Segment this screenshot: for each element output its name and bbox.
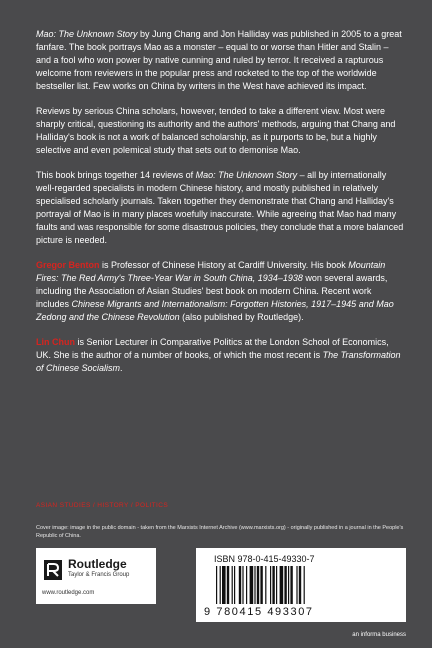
book-title: The Transformation of Chinese Socialism xyxy=(36,350,401,373)
intro-text: by Jung Chang and Jon Halliday was published in 2005 to a great fanfare. The book portrays Mao as a monster – equal to or worse than Hitler and Stalin – and a fool who won power by native cunning and ruled by terror. It received a rapturous welcome from reviewers in the popular press and rocketed to the top of the worldwide bestseller list. Few works on China by writers in the West have achieved its impact. xyxy=(36,29,402,91)
summary-text-b: – all by internationally well-regarded specialists in modern Chinese history, and mostly published in relatively specialised scholarly journals. Taken together they demonstrate that Chang and Halliday's portrayal of Mao is in many places woefully inaccurate. While agreeing that Mao had many faults and was responsible for some disastrous policies, they conclude that a more balanced picture is needed. xyxy=(36,170,404,245)
barcode-bar xyxy=(272,566,274,604)
publisher-group: Taylor & Francis Group xyxy=(68,572,130,578)
barcode-bar xyxy=(232,566,233,604)
barcode-bar xyxy=(288,566,289,604)
barcode-bar xyxy=(239,566,241,604)
barcode-bar xyxy=(290,566,292,604)
book-summary-paragraph xyxy=(36,169,406,247)
routledge-logo-icon xyxy=(42,558,64,582)
publisher-logo-box xyxy=(36,548,156,604)
barcode-bar xyxy=(246,566,247,604)
bio-text-b: won several awards, including the Association of Asian Studies' best book on modern China. Recent work includes xyxy=(36,273,388,309)
barcode-bar xyxy=(280,566,284,604)
bio-text-b: . xyxy=(120,363,123,373)
bio-text-a: is Professor of Chinese History at Cardiff University. His book xyxy=(99,260,349,270)
barcode-digits: 9 780415 493307 xyxy=(204,606,314,618)
barcode-bar xyxy=(222,566,226,604)
barcode-bar xyxy=(299,566,301,604)
barcode-bar xyxy=(296,566,297,604)
bio-text-c: (also published by Routledge). xyxy=(179,312,304,322)
author-bio-lin xyxy=(36,336,406,375)
barcode-bar xyxy=(304,566,305,604)
barcode-bar xyxy=(265,566,266,604)
reviews-paragraph: Reviews by serious China scholars, however, tended to take a different view. Most were sharply critical, questioning its authority and the authors' methods, arguing that Chang and Halliday's book is not a work of balanced scholarship, as it purports to be, but a highly selective and even polemical study that sets out to demonise Mao. xyxy=(36,106,396,155)
author-name: Gregor Benton xyxy=(36,260,100,270)
barcode-bar xyxy=(260,566,262,604)
summary-text-a: This book brings together 14 reviews of xyxy=(36,170,196,180)
book-title: Mountain Fires: The Red Army's Three-Year War in South China, 1934–1938 xyxy=(36,260,386,283)
barcode-box xyxy=(196,548,406,622)
publisher-name: Routledge xyxy=(68,557,127,571)
barcode-bar xyxy=(250,566,254,604)
barcode-bar xyxy=(276,566,277,604)
barcode-icon xyxy=(214,566,392,604)
barcode-bar xyxy=(284,566,286,604)
barcode-bar xyxy=(216,566,217,604)
cover-image-credit: Cover image: image in the public domain - taken from the Marxists Internet Archive (www.marxists.org) - originally published in a journal in the People's Republic of China. xyxy=(36,525,404,539)
intro-paragraph xyxy=(36,28,406,93)
barcode-bar xyxy=(220,566,221,604)
barcode-bar xyxy=(227,566,229,604)
author-name: Lin Chun xyxy=(36,337,75,347)
subject-categories: ASIAN STUDIES / HISTORY / POLITICS xyxy=(36,502,169,509)
author-bio-benton xyxy=(36,259,406,324)
barcode-bar xyxy=(254,566,255,604)
book-title: Mao: The Unknown Story xyxy=(195,170,298,180)
isbn-label: ISBN 978-0-415-49330-7 xyxy=(214,554,315,564)
bio-text-a: is Senior Lecturer in Comparative Politics at the London School of Economics, UK. She is the author of a number of books, of which the most recent is xyxy=(36,337,389,360)
barcode-bar xyxy=(270,566,271,604)
barcode-bar xyxy=(257,566,259,604)
barcode-bar xyxy=(234,566,235,604)
back-cover-text xyxy=(36,28,406,387)
informa-tagline: an informa business xyxy=(352,632,406,638)
book-title: Mao: The Unknown Story xyxy=(36,29,138,39)
publisher-url: www.routledge.com xyxy=(42,590,95,596)
book-title: Chinese Migrants and Internationalism: Forgotten Histories, 1917–1945 and Mao Zedong and the Chinese Revolution xyxy=(36,299,394,322)
barcode-bar xyxy=(242,566,243,604)
